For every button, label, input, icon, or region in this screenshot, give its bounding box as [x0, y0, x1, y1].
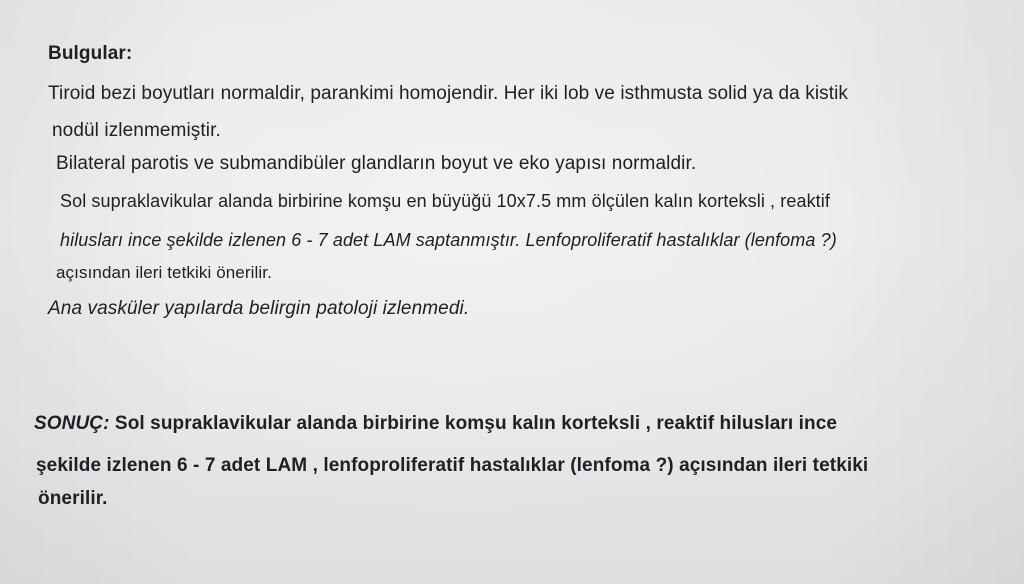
- findings-line: Bilateral parotis ve submandibüler glandların boyut ve eko yapısı normaldir.: [56, 153, 697, 174]
- conclusion-line-1: [34, 413, 837, 435]
- findings-line: Tiroid bezi boyutları normaldir, parankimi homojendir. Her iki lob ve isthmusta solid ya da kistik: [48, 83, 849, 104]
- conclusion-text: Sol supraklavikular alanda birbirine komşu kalın korteksli , reaktif hilusları ince: [109, 413, 838, 434]
- findings-line: Ana vasküler yapılarda belirgin patoloji izlenmedi.: [48, 298, 470, 319]
- findings-line: hilusları ince şekilde izlenen 6 - 7 adet LAM saptanmıştır. Lenfoproliferatif hastalıklar (lenfoma ?): [60, 230, 837, 250]
- conclusion-label: SONUÇ:: [34, 413, 110, 434]
- findings-heading: Bulgular:: [48, 43, 133, 64]
- findings-line: açısından ileri tetkiki önerilir.: [56, 263, 272, 282]
- conclusion-line-3: önerilir.: [38, 488, 108, 509]
- conclusion-line-2: şekilde izlenen 6 - 7 adet LAM , lenfoproliferatif hastalıklar (lenfoma ?) açısından ileri tetkiki: [36, 455, 869, 476]
- findings-line: nodül izlenmemiştir.: [52, 120, 221, 141]
- findings-line: Sol supraklavikular alanda birbirine komşu en büyüğü 10x7.5 mm ölçülen kalın korteksli , reaktif: [60, 191, 830, 211]
